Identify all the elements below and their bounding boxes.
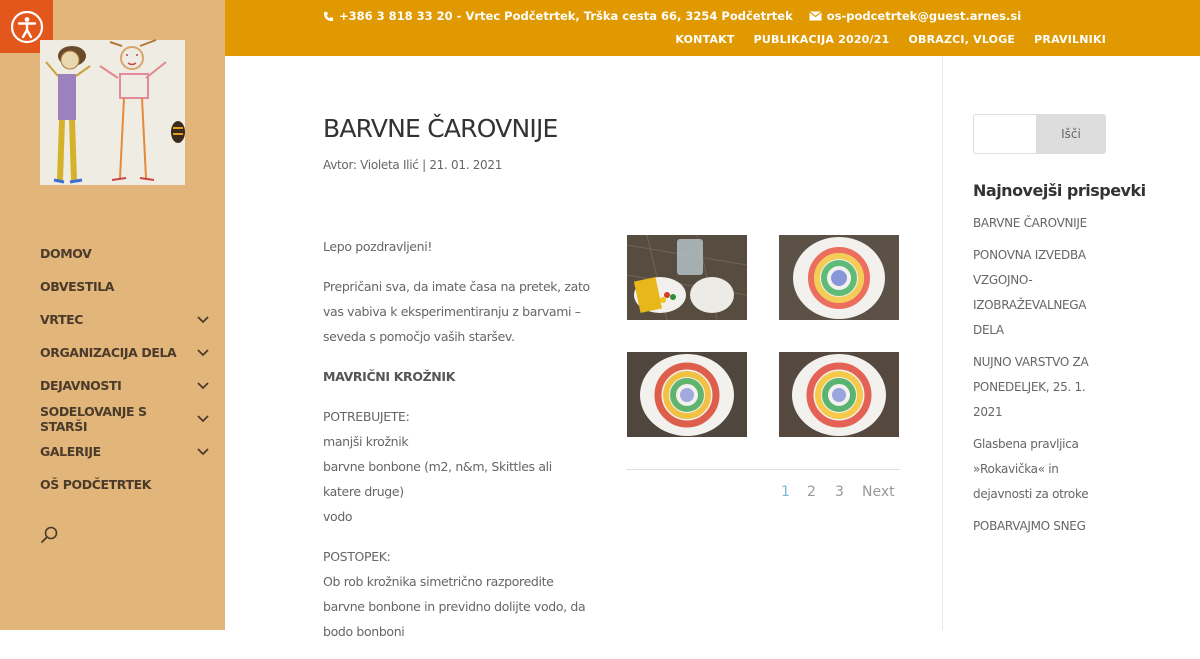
- post-intro: Prepričani sva, da imate časa na pretek, zato vas vabiva k eksperimentiranju z barvami – seveda s pomočjo vaših staršev.: [323, 279, 590, 344]
- recent-post-link[interactable]: POBARVAJMO SNEG: [973, 519, 1086, 533]
- procedure-label: POSTOPEK:: [323, 549, 391, 564]
- nav-item-label: DOMOV: [40, 246, 92, 261]
- right-sidebar: [943, 56, 1200, 630]
- phone-address-text: +386 3 818 33 20 - Vrtec Podčetrtek, Trška cesta 66, 3254 Podčetrtek: [339, 9, 793, 23]
- needs-item: vodo: [323, 509, 353, 524]
- chevron-down-icon[interactable]: [196, 445, 210, 459]
- nav-item-obvestila[interactable]: [40, 270, 210, 303]
- post-meta: Avtor: Violeta Ilić | 21. 01. 2021: [323, 158, 503, 172]
- nav-item-label: VRTEC: [40, 312, 83, 327]
- recent-post-link[interactable]: Glasbena pravljica »Rokavička« in dejavnosti za otroke: [973, 437, 1089, 501]
- gallery-thumbnail[interactable]: [779, 352, 899, 437]
- next-page-link[interactable]: Next: [862, 484, 895, 500]
- recent-posts-list: [973, 211, 1093, 546]
- nav-item-label: ORGANIZACIJA DELA: [40, 345, 177, 360]
- search-icon[interactable]: [40, 525, 60, 545]
- topnav-pravilniki[interactable]: PRAVILNIKI: [1034, 33, 1106, 46]
- gallery-photo-rainbow-plate: [779, 352, 899, 437]
- nav-item-sodelovanje-s-starsi[interactable]: [40, 402, 210, 435]
- search-input[interactable]: [973, 114, 1036, 154]
- gallery-pagination: [626, 469, 900, 509]
- widget-search: [973, 114, 1106, 154]
- needs-item: barvne bonbone (m2, n&m, Skittles ali katere druge): [323, 459, 552, 499]
- nav-item-label: DEJAVNOSTI: [40, 378, 122, 393]
- post-section-title: MAVRIČNI KROŽNIK: [323, 369, 456, 384]
- recent-post-link[interactable]: NUJNO VARSTVO ZA PONEDELJEK, 25. 1. 2021: [973, 355, 1089, 419]
- main-navigation: [40, 237, 210, 501]
- nav-item-os-podcetrtek[interactable]: [40, 468, 210, 501]
- topnav-publikacija[interactable]: PUBLIKACIJA 2020/21: [753, 33, 890, 46]
- chevron-down-icon[interactable]: [196, 313, 210, 327]
- main-content: [225, 56, 942, 639]
- nav-item-vrtec[interactable]: [40, 303, 210, 336]
- nav-item-domov[interactable]: [40, 237, 210, 270]
- site-logo[interactable]: [40, 40, 185, 185]
- top-header: [225, 0, 1200, 56]
- gallery-thumbnail[interactable]: [627, 352, 747, 437]
- nav-item-label: OŠ PODČETRTEK: [40, 477, 151, 492]
- top-navigation: [675, 33, 1106, 46]
- post-greeting: Lepo pozdravljeni!: [323, 239, 433, 254]
- nav-item-label: OBVESTILA: [40, 279, 115, 294]
- topnav-kontakt[interactable]: KONTAKT: [675, 33, 735, 46]
- children-drawing-logo-icon: [40, 40, 185, 185]
- gallery-photo-rainbow-plate: [779, 235, 899, 320]
- nav-item-galerije[interactable]: [40, 435, 210, 468]
- page-link-1[interactable]: 1: [781, 484, 790, 500]
- needs-list: [323, 404, 593, 529]
- nav-item-label: SODELOVANJE S STARŠI: [40, 403, 147, 434]
- envelope-icon: [809, 11, 822, 21]
- nav-item-dejavnosti[interactable]: [40, 369, 210, 402]
- nav-item-label: GALERIJE: [40, 444, 101, 459]
- recent-post-link[interactable]: PONOVNA IZVEDBA VZGOJNO-IZOBRAŽEVALNEGA DELA: [973, 248, 1087, 337]
- needs-label: POTREBUJETE:: [323, 409, 410, 424]
- post-title: BARVNE ČAROVNIJE: [323, 114, 558, 143]
- page-link-3[interactable]: 3: [835, 484, 844, 500]
- phone-icon: [323, 11, 334, 22]
- chevron-down-icon[interactable]: [196, 379, 210, 393]
- chevron-down-icon[interactable]: [196, 346, 210, 360]
- recent-post-link[interactable]: BARVNE ČAROVNIJE: [973, 216, 1087, 230]
- topnav-obrazci-vloge[interactable]: OBRAZCI, VLOGE: [908, 33, 1016, 46]
- contact-info: [323, 9, 1021, 23]
- gallery-photo-rainbow-plate: [627, 352, 747, 437]
- gallery-thumbnail[interactable]: [779, 235, 899, 320]
- gallery-photo-ingredients: [627, 235, 747, 320]
- left-sidebar: [0, 0, 225, 630]
- email-link[interactable]: [809, 9, 1021, 23]
- needs-item: manjši krožnik: [323, 434, 409, 449]
- gallery-thumbnail[interactable]: [627, 235, 747, 320]
- procedure: [323, 544, 593, 644]
- post-body: [323, 234, 593, 659]
- procedure-text: Ob rob krožnika simetrično razporedite barvne bonbone in previdno dolijte vodo, da bodo bonboni: [323, 574, 586, 639]
- chevron-down-icon[interactable]: [196, 412, 210, 426]
- nav-item-organizacija-dela[interactable]: [40, 336, 210, 369]
- email-text: os-podcetrtek@guest.arnes.si: [826, 9, 1022, 23]
- search-button[interactable]: Išči: [1036, 114, 1106, 154]
- page-link-2[interactable]: 2: [807, 484, 816, 500]
- recent-posts-title: Najnovejši prispevki: [973, 181, 1146, 200]
